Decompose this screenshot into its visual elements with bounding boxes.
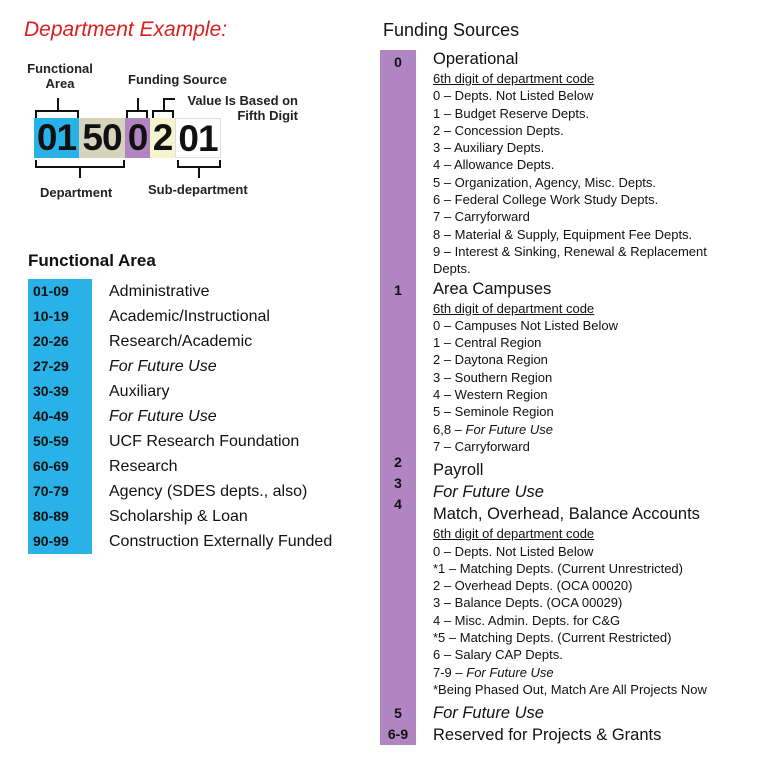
area-name: Construction Externally Funded	[109, 532, 333, 550]
code-1: 1	[394, 282, 402, 298]
functional-area-table	[28, 279, 332, 554]
reserved-title: Reserved for Projects & Grants	[433, 726, 662, 745]
label-functional-area: Functional Area	[27, 61, 93, 91]
bracket	[126, 110, 148, 118]
code-2: 2	[394, 454, 402, 470]
list-item: 6 – Federal College Work Study Depts.	[433, 192, 659, 208]
area-name: Auxiliary	[109, 382, 170, 400]
area-code: 10-19	[28, 304, 92, 329]
area-name: UCF Research Foundation	[109, 432, 300, 450]
list-item: 7 – Carryforward	[433, 438, 530, 454]
funding-code-bar	[380, 50, 416, 745]
code-3: 3	[394, 475, 402, 491]
operational-items	[433, 87, 763, 277]
area-code: 50-59	[28, 429, 92, 454]
list-item: 0 – Depts. Not Listed Below	[433, 543, 594, 559]
list-item: 4 – Allowance Depts.	[433, 157, 555, 173]
area-name: For Future Use	[109, 357, 217, 375]
list-item: 0 – Depts. Not Listed Below	[433, 88, 594, 104]
list-item: 6 – Salary CAP Depts.	[433, 647, 563, 663]
label-sub-department: Sub-department	[148, 182, 248, 197]
list-item: 5 – Seminole Region	[433, 404, 554, 420]
functional-area-row	[28, 379, 332, 404]
area-code: 80-89	[28, 504, 92, 529]
area-code: 40-49	[28, 404, 92, 429]
area-name: Research/Academic	[109, 332, 253, 350]
list-item: 3 – Auxiliary Depts.	[433, 140, 545, 156]
functional-area-row	[28, 429, 332, 454]
future-use-3: For Future Use	[433, 483, 544, 502]
area-code: 01-09	[28, 279, 92, 304]
subheading: 6th digit of department code	[433, 71, 595, 86]
bracket	[79, 168, 81, 178]
list-item: Depts.	[433, 261, 471, 277]
bracket	[57, 98, 59, 110]
functional-area-row	[28, 529, 332, 554]
operational-title: Operational	[433, 50, 519, 68]
area-name: Administrative	[109, 282, 210, 300]
list-item: 5 – Organization, Agency, Misc. Depts.	[433, 174, 657, 190]
match-title: Match, Overhead, Balance Accounts	[433, 505, 700, 524]
functional-area-row	[28, 354, 332, 379]
functional-area-row	[28, 454, 332, 479]
list-item: 0 – Campuses Not Listed Below	[433, 317, 618, 333]
list-item: *Being Phased Out, Match Are All Projects Now	[433, 681, 707, 697]
area-name: For Future Use	[109, 407, 217, 425]
list-item: 2 – Daytona Region	[433, 352, 548, 368]
list-item: *5 – Matching Depts. (Current Restricted)	[433, 630, 672, 646]
page-title: Department Example:	[24, 18, 228, 41]
bracket	[137, 98, 139, 110]
area-name: Academic/Instructional	[109, 307, 270, 325]
bracket	[152, 110, 174, 118]
code-4: 4	[394, 496, 402, 512]
campuses-items	[433, 317, 763, 455]
functional-area-row	[28, 404, 332, 429]
area-name: Agency (SDES depts., also)	[109, 482, 308, 500]
payroll-title: Payroll	[433, 461, 484, 480]
label-department: Department	[40, 185, 113, 200]
list-item: 7-9 – For Future Use	[433, 664, 554, 680]
subheading: 6th digit of department code	[433, 526, 595, 542]
list-item: 8 – Material & Supply, Equipment Fee Depts.	[433, 226, 693, 242]
funding-sources-heading: Funding Sources	[383, 20, 520, 40]
list-item: 6,8 – For Future Use	[433, 421, 553, 437]
match-items	[433, 543, 763, 699]
list-item: 4 – Western Region	[433, 387, 548, 403]
list-item: 3 – Southern Region	[433, 369, 553, 385]
list-item: 2 – Overhead Depts. (OCA 00020)	[433, 578, 633, 594]
subheading: 6th digit of department code	[433, 300, 595, 316]
area-code: 30-39	[28, 379, 92, 404]
list-item: 1 – Budget Reserve Depts.	[433, 105, 590, 121]
area-code: 27-29	[28, 354, 92, 379]
area-code: 60-69	[28, 454, 92, 479]
bracket	[198, 168, 200, 178]
digit-box-value: 2	[150, 118, 175, 158]
functional-area-row	[28, 329, 332, 354]
funding-sources-list	[433, 48, 763, 746]
area-code: 20-26	[28, 329, 92, 354]
code-5: 5	[394, 705, 402, 721]
digit-box-department: 50	[79, 118, 125, 158]
area-code: 70-79	[28, 479, 92, 504]
code-6-9: 6-9	[387, 726, 409, 742]
list-item: 3 – Balance Depts. (OCA 00029)	[433, 595, 623, 611]
list-item: 1 – Central Region	[433, 335, 542, 351]
label-funding-source: Funding Source	[128, 72, 227, 87]
digit-box-funding: 0	[125, 118, 150, 158]
area-code: 90-99	[28, 529, 92, 554]
bracket	[163, 98, 175, 110]
bracket	[35, 110, 79, 118]
list-item: 4 – Misc. Admin. Depts. for C&G	[433, 612, 621, 628]
code-0: 0	[394, 54, 402, 70]
list-item: 9 – Interest & Sinking, Renewal & Replacement	[433, 243, 707, 259]
area-name: Scholarship & Loan	[109, 507, 248, 525]
list-item: *1 – Matching Depts. (Current Unrestricted)	[433, 560, 683, 576]
functional-area-row	[28, 304, 332, 329]
digit-box-subdept: 01	[175, 118, 221, 158]
future-use-5: For Future Use	[433, 704, 544, 723]
area-name: Research	[109, 457, 178, 475]
functional-area-row	[28, 279, 332, 304]
list-item: 2 – Concession Depts.	[433, 122, 564, 138]
digit-box-functional: 01	[34, 118, 79, 158]
campuses-title: Area Campuses	[433, 279, 552, 298]
list-item: 7 – Carryforward	[433, 209, 530, 225]
functional-area-row	[28, 479, 332, 504]
functional-area-row	[28, 504, 332, 529]
functional-area-heading: Functional Area	[28, 251, 156, 270]
label-value-based: Value Is Based on Fifth Digit	[187, 93, 298, 123]
bracket	[35, 160, 125, 168]
bracket	[177, 160, 221, 168]
